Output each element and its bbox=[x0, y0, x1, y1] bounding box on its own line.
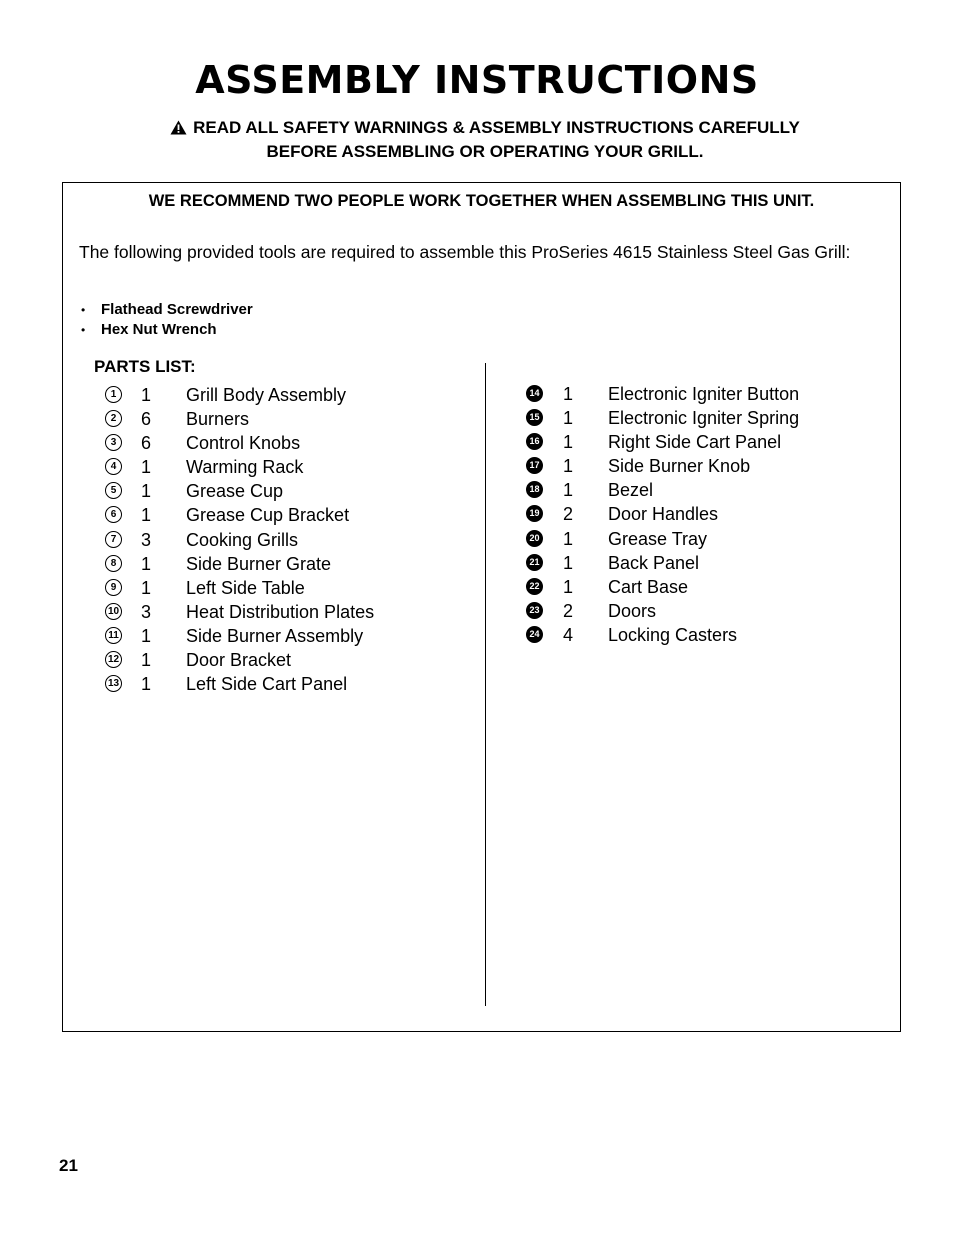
part-quantity: 1 bbox=[141, 577, 152, 598]
part-number-badge: 9 bbox=[105, 579, 122, 596]
tool-name: Hex Nut Wrench bbox=[101, 321, 217, 338]
bullet-icon: • bbox=[81, 303, 86, 317]
part-name: Doors bbox=[608, 600, 657, 621]
part-number-badge: 8 bbox=[105, 555, 122, 572]
part-number-badge: 1 bbox=[105, 386, 122, 403]
part-number-badge: 18 bbox=[526, 481, 543, 498]
part-quantity: 1 bbox=[141, 553, 152, 574]
part-number-badge: 2 bbox=[105, 410, 122, 427]
page-title: ASSEMBLY INSTRUCTIONS bbox=[195, 58, 759, 102]
parts-box bbox=[62, 182, 901, 1032]
part-name: Grill Body Assembly bbox=[186, 385, 347, 405]
part-number-badge: 17 bbox=[526, 457, 543, 474]
part-number-badge: 10 bbox=[105, 603, 122, 620]
part-quantity: 1 bbox=[563, 384, 574, 404]
part-name: Side Burner Grate bbox=[186, 553, 332, 574]
part-quantity: 1 bbox=[141, 625, 152, 646]
part-name: Door Bracket bbox=[186, 650, 292, 671]
part-name: Side Burner Knob bbox=[608, 456, 751, 477]
part-name: Locking Casters bbox=[608, 624, 738, 645]
part-name: Door Handles bbox=[608, 504, 719, 525]
part-quantity: 1 bbox=[141, 674, 152, 695]
part-number-badge: 16 bbox=[526, 433, 543, 450]
warning-triangle-icon bbox=[170, 119, 187, 141]
warning-line-1: READ ALL SAFETY WARNINGS & ASSEMBLY INSTRUCTIONS CAREFULLY bbox=[193, 118, 800, 137]
part-name: Electronic Igniter Button bbox=[608, 384, 800, 404]
part-number-badge: 21 bbox=[526, 554, 543, 571]
part-number-badge: 5 bbox=[105, 482, 122, 499]
part-quantity: 1 bbox=[141, 385, 152, 405]
part-quantity: 6 bbox=[141, 409, 152, 430]
list-item bbox=[79, 320, 253, 340]
part-quantity: 6 bbox=[141, 433, 152, 454]
part-number-badge: 14 bbox=[526, 385, 543, 402]
part-name: Cooking Grills bbox=[186, 529, 299, 550]
safety-warning bbox=[0, 117, 954, 163]
part-quantity: 2 bbox=[563, 600, 574, 621]
part-name: Left Side Cart Panel bbox=[186, 674, 348, 695]
part-number-badge: 15 bbox=[526, 409, 543, 426]
part-name: Burners bbox=[186, 409, 250, 430]
part-name: Electronic Igniter Spring bbox=[608, 408, 800, 429]
part-quantity: 1 bbox=[563, 528, 574, 549]
part-name: Left Side Table bbox=[186, 577, 305, 598]
part-quantity: 1 bbox=[141, 457, 152, 478]
part-quantity: 3 bbox=[141, 601, 152, 622]
part-name: Cart Base bbox=[608, 576, 689, 597]
part-number-badge: 22 bbox=[526, 578, 543, 595]
part-number-badge: 24 bbox=[526, 626, 543, 643]
page-number: 21 bbox=[59, 1156, 78, 1175]
part-quantity: 1 bbox=[563, 408, 574, 429]
column-divider bbox=[485, 363, 486, 1006]
part-number-badge: 11 bbox=[105, 627, 122, 644]
part-quantity: 4 bbox=[563, 624, 574, 645]
part-number-badge: 3 bbox=[105, 434, 122, 451]
recommendation-text: WE RECOMMEND TWO PEOPLE WORK TOGETHER WHEN ASSEMBLING THIS UNIT. bbox=[148, 192, 815, 210]
part-name: Control Knobs bbox=[186, 433, 301, 454]
part-name: Warming Rack bbox=[186, 457, 304, 478]
part-number-badge: 13 bbox=[105, 675, 122, 692]
part-name: Back Panel bbox=[608, 552, 700, 573]
part-quantity: 1 bbox=[563, 576, 574, 597]
bullet-icon: • bbox=[81, 323, 86, 337]
part-name: Grease Tray bbox=[608, 528, 708, 549]
tools-list bbox=[79, 300, 253, 340]
part-name: Heat Distribution Plates bbox=[186, 601, 375, 622]
part-number-badge: 12 bbox=[105, 651, 122, 668]
part-quantity: 1 bbox=[563, 456, 574, 477]
part-number-badge: 20 bbox=[526, 530, 543, 547]
list-item bbox=[79, 300, 253, 320]
part-name: Side Burner Assembly bbox=[186, 625, 364, 646]
part-quantity: 1 bbox=[141, 505, 152, 526]
part-name: Grease Cup bbox=[186, 481, 284, 502]
part-quantity: 3 bbox=[141, 529, 152, 550]
part-quantity: 1 bbox=[563, 552, 574, 573]
part-quantity: 2 bbox=[563, 504, 574, 525]
part-number-badge: 4 bbox=[105, 458, 122, 475]
intro-text: The following provided tools are required to assemble this ProSeries 4615 Stainless Steel Gas Grill: bbox=[79, 242, 851, 262]
part-number-badge: 23 bbox=[526, 602, 543, 619]
part-quantity: 1 bbox=[563, 432, 574, 453]
part-name: Right Side Cart Panel bbox=[608, 432, 782, 453]
part-name: Grease Cup Bracket bbox=[186, 505, 350, 526]
part-number-badge: 19 bbox=[526, 505, 543, 522]
warning-line-2: BEFORE ASSEMBLING OR OPERATING YOUR GRILL. bbox=[266, 142, 704, 161]
part-quantity: 1 bbox=[141, 481, 152, 502]
part-quantity: 1 bbox=[141, 650, 152, 671]
part-quantity: 1 bbox=[563, 480, 574, 501]
tool-name: Flathead Screwdriver bbox=[101, 301, 253, 318]
part-number-badge: 6 bbox=[105, 506, 122, 523]
part-name: Bezel bbox=[608, 480, 654, 501]
parts-list-heading: PARTS LIST: bbox=[94, 357, 196, 376]
part-number-badge: 7 bbox=[105, 531, 122, 548]
